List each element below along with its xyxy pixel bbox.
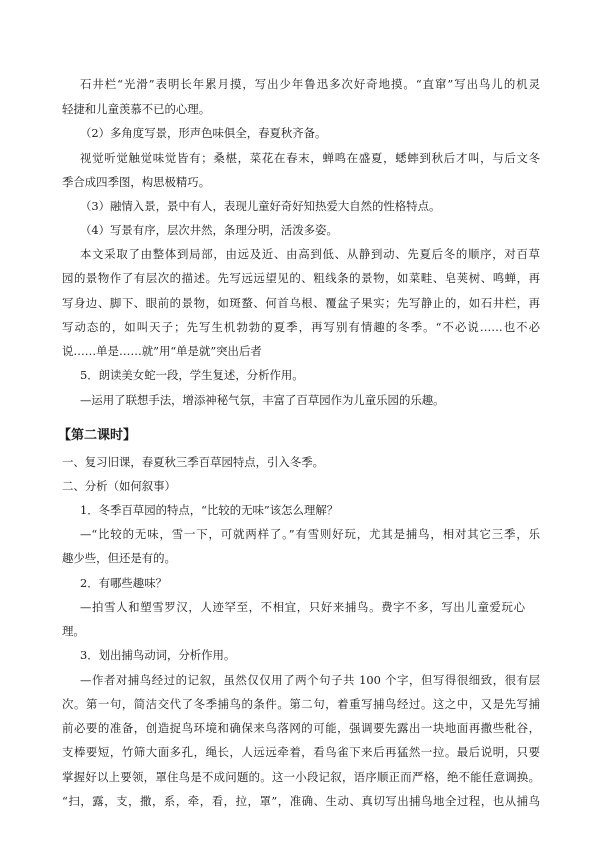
paragraph-line: 1．冬季百草园的特点，“比较的无味”该怎么理解？ <box>80 503 339 517</box>
paragraph-line: 写身边、脚下、眼前的景物，如斑蝥、何首乌根、覆盆子果实；先写静止的，如石井栏，再 <box>62 296 540 310</box>
paragraph-line: （4）写景有序，层次井然，条理分明，活泼多姿。 <box>80 223 338 237</box>
paragraph-line: —运用了联想手法，增添神秘气氛，丰富了百草园作为儿童乐园的乐趣。 <box>80 393 445 407</box>
paragraph-line: 二、分析（如何叙事） <box>62 479 176 493</box>
paragraph-line: 3．划出捕鸟动词，分析作用。 <box>80 648 236 662</box>
paragraph-line: “扫，露，支，撒，系，牵，看，拉，罩”，准确、生动、真切写出捕鸟地全过程，也从捕鸟 <box>62 794 540 808</box>
paragraph-line: 5．朗读美女蛇一段，学生复述，分析作用。 <box>80 368 304 382</box>
paragraph-line: 趣少些，但还是有的。 <box>62 551 176 565</box>
paragraph-line: 理。 <box>62 624 85 638</box>
paragraph-line: 石井栏“光滑”表明长年累月摸，写出少年鲁迅多次好奇地摸。“直窜”写出鸟儿的机灵 <box>80 77 540 91</box>
paragraph-line: 写动态的，如叫天子；先写生机勃勃的夏季，再写别有情趣的冬季。“不必说……也不必 <box>62 320 540 334</box>
paragraph-line: 掌握好以上要领，罩住鸟是不成问题的。这一小段记叙，语序顺正而严格，绝不能任意调换。 <box>62 770 540 784</box>
paragraph-line: 说……单是……就”用“单是就”突出后者 <box>62 344 262 358</box>
paragraph-line: 园的景物作了有层次的描述。先写远远望见的、粗线条的景物，如菜畦、皂荚树、鸣蝉，再 <box>62 271 540 285</box>
paragraph-line: —拍雪人和塑雪罗汉，人迹罕至，不相宜，只好来捕鸟。费字不多，写出儿童爱玩心 <box>80 600 525 614</box>
paragraph-line: 季合成四季图，构思极精巧。 <box>62 175 211 189</box>
paragraph-line: 一、复习旧课，春夏秋三季百草园特点，引入冬季。 <box>62 455 324 469</box>
paragraph-line: —“比较的无味，雪一下，可就两样了。”有雪则好玩，尤其是捕鸟，相对其它三季，乐 <box>80 527 540 541</box>
lesson-heading: 【第二课时】 <box>58 428 137 443</box>
paragraph-line: 本文采取了由整体到局部，由远及近、由高到低、从静到动、先夏后冬的顺序，对百草 <box>80 247 540 261</box>
paragraph-line: 支棒要短，竹筛大面多孔，绳长，人远远牵着，看鸟雀下来后再猛然一拉。最后说明，只要 <box>62 745 540 759</box>
paragraph-line: —作者对捕鸟经过的记叙，虽然仅仅用了两个句子共 100 个字，但写得很细致，很有层 <box>80 673 540 687</box>
paragraph-line: 前必要的准备，创造捉鸟环境和确保来鸟落网的可能，强调要先露出一块地面再撒些秕谷， <box>62 721 540 735</box>
paragraph-line: 2．有哪些趣味？ <box>80 576 167 590</box>
paragraph-line: （2）多角度写景，形声色味俱全，春夏秋齐备。 <box>80 126 327 140</box>
paragraph-line: 次。第一句，简洁交代了冬季捕鸟的条件。第二句，着重写捕鸟经过。这之中，又是先写捕 <box>62 697 540 711</box>
paragraph-line: 视觉听觉触觉味觉皆有；桑椹，菜花在春末，蝉鸣在盛夏，蟋蟀到秋后才叫，与后文冬 <box>80 151 540 165</box>
paragraph-line: （3）融情入景，景中有人，表现儿童好奇好知热爱大自然的性格特点。 <box>80 199 441 213</box>
paragraph-line: 轻捷和儿童羡慕不已的心理。 <box>62 102 211 116</box>
